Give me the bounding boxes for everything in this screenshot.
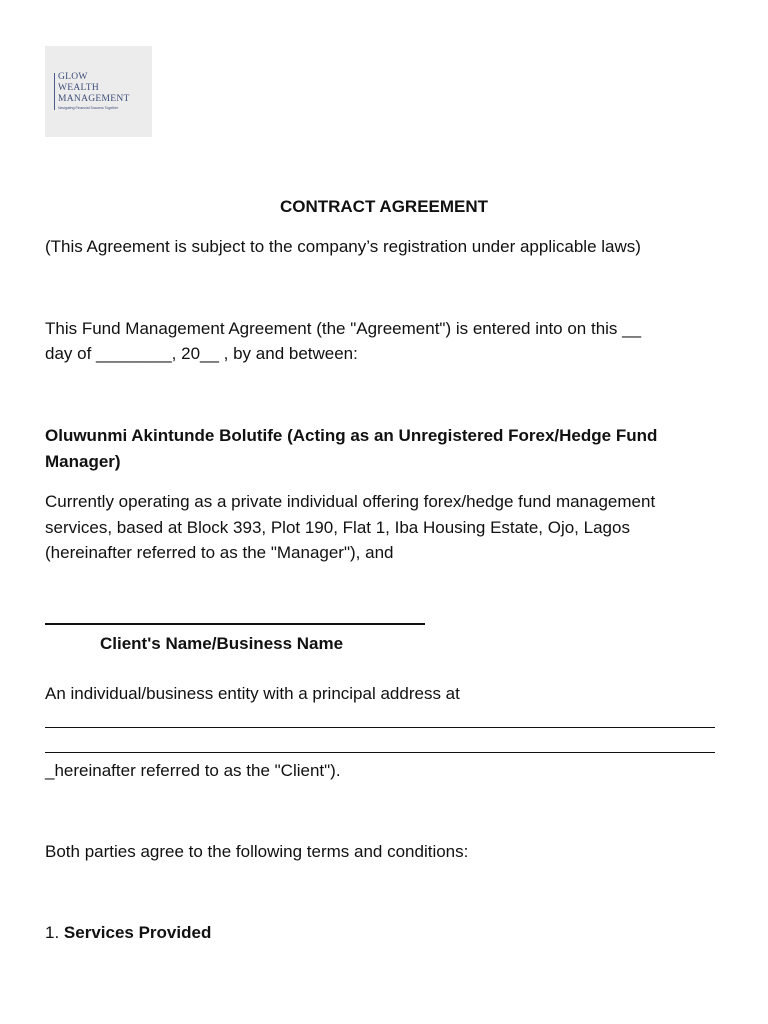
agreement-line: Both parties agree to the following terms and conditions: xyxy=(45,842,469,861)
intro-line-1: This Fund Management Agreement (the "Agreement") is entered into on this __ xyxy=(45,319,642,338)
section-1-heading xyxy=(45,920,211,946)
address-line-2 xyxy=(45,752,715,753)
manager-desc-2: services, based at Block 393, Plot 190, Flat 1, Iba Housing Estate, Ojo, Lagos xyxy=(45,518,630,537)
logo-line-2: WEALTH xyxy=(58,83,100,93)
intro-line-2: day of ________, 20__ , by and between: xyxy=(45,344,358,363)
company-logo xyxy=(45,46,152,137)
logo-line-1: GLOW xyxy=(58,72,88,82)
address-line-1 xyxy=(45,727,715,728)
manager-desc-3: (hereinafter referred to as the "Manager"), and xyxy=(45,543,394,562)
document-title: CONTRACT AGREEMENT xyxy=(279,197,489,216)
document-subtitle: (This Agreement is subject to the company’s registration under applicable laws) xyxy=(45,237,641,256)
client-address-intro: An individual/business entity with a principal address at xyxy=(45,684,460,703)
section-1-title: Services Provided xyxy=(63,923,212,942)
client-name-label: Client's Name/Business Name xyxy=(100,634,344,653)
manager-heading-1: Oluwunmi Akintunde Bolutife (Acting as an Unregistered Forex/Hedge Fund xyxy=(45,426,658,445)
manager-heading-2: Manager) xyxy=(45,452,121,471)
client-name-signature-line xyxy=(45,623,425,625)
section-1-number: 1. xyxy=(45,923,60,942)
manager-desc-1: Currently operating as a private individual offering forex/hedge fund management xyxy=(45,492,656,511)
logo-tagline: Navigating Financial Success Together xyxy=(58,106,119,110)
client-referred: _hereinafter referred to as the "Client"). xyxy=(45,761,341,780)
logo-bar xyxy=(54,73,55,110)
logo-line-3: MANAGEMENT xyxy=(58,94,130,104)
